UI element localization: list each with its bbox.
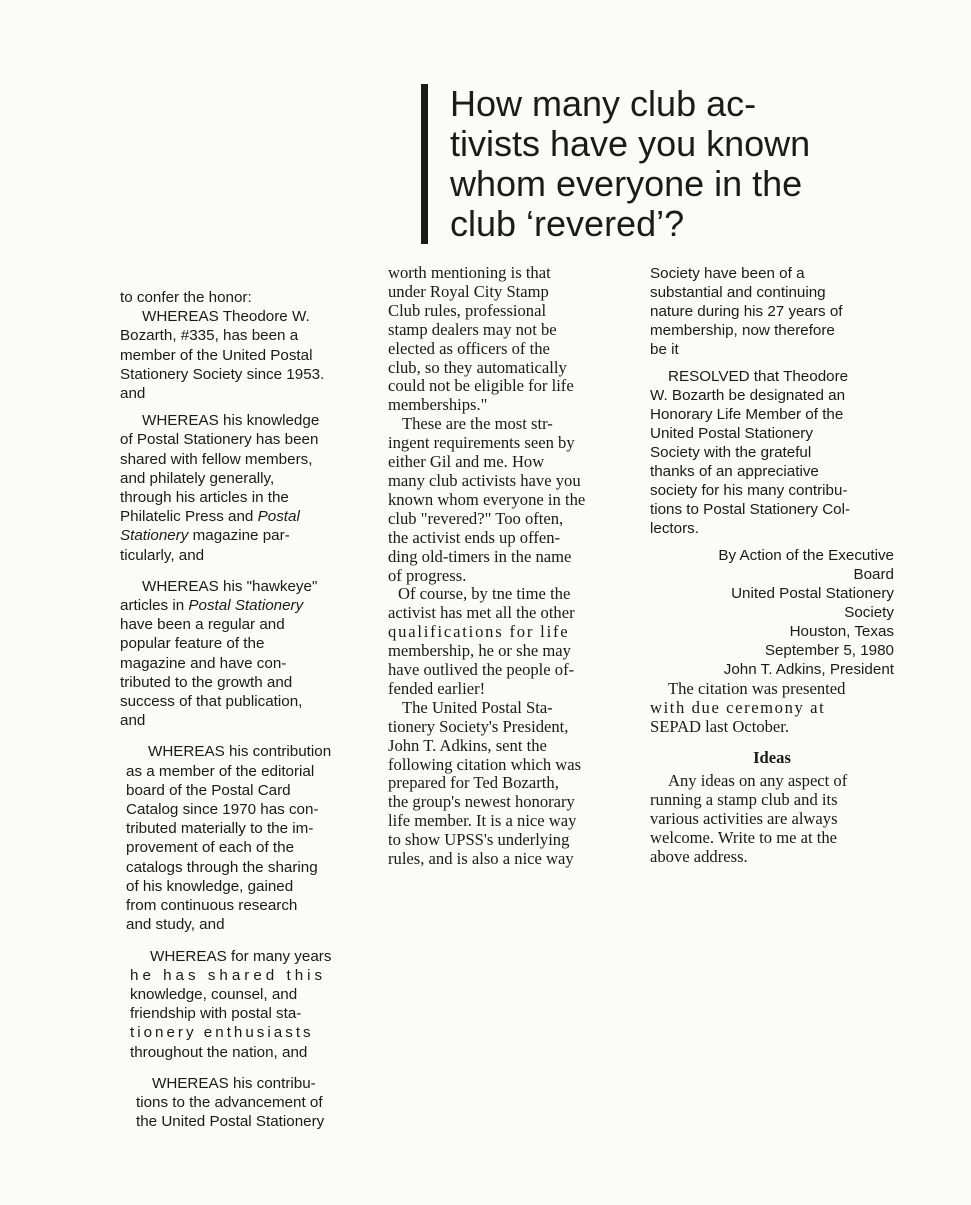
text-line: WHEREAS his "hawkeye": [142, 577, 318, 595]
text-line: elected as officers of the: [388, 338, 550, 358]
text-line: RESOLVED that Theodore: [668, 368, 849, 385]
text-line: either Gil and me. How: [388, 452, 545, 472]
text-line: memberships.": [388, 395, 488, 415]
text-line: running a stamp club and its: [650, 790, 838, 809]
text-line: Catalog since 1970 has con-: [126, 801, 319, 819]
text-line: catalogs through the sharing: [126, 858, 318, 876]
text-line: tributed to the growth and: [120, 673, 293, 691]
text-line: member of the United Postal: [120, 346, 313, 364]
text-line: United Postal Stationery: [650, 425, 813, 442]
text-line: ingent requirements seen by: [388, 433, 575, 453]
text-line: Bozarth, #335, has been a: [120, 327, 299, 345]
section-heading: Ideas: [753, 748, 791, 767]
text-line: and: [120, 385, 146, 403]
text-line: he has shared this: [130, 966, 327, 984]
text-line: Society have been of a: [650, 265, 805, 282]
text-line: the group's newest honorary: [388, 792, 575, 812]
text-line: club "revered?" Too often,: [388, 508, 564, 528]
signature-line: Board: [853, 566, 894, 583]
text-line: John T. Adkins, sent the: [388, 735, 547, 755]
text-line: known whom everyone in the: [388, 489, 586, 509]
text-line: of progress.: [388, 565, 467, 585]
text-line: above address.: [650, 847, 748, 866]
text-line: and: [120, 712, 146, 730]
text-line: WHEREAS Theodore W.: [142, 308, 310, 326]
resolved-paragraph: [650, 367, 894, 538]
whereas-paragraph: [120, 307, 380, 403]
text-line: rules, and is also a nice way: [388, 849, 574, 869]
signature-line: John T. Adkins, President: [723, 661, 894, 678]
text-line: Club rules, professional: [388, 300, 547, 320]
pull-quote-line: club ‘revered’?: [450, 203, 685, 244]
text-line: SEPAD last October.: [650, 717, 790, 736]
text-line: the United Postal Stationery: [136, 1113, 325, 1131]
body-paragraph: [388, 415, 632, 585]
text-line: of Postal Stationery has been: [120, 431, 319, 449]
text-line: be it: [650, 341, 679, 358]
text-line: have outlived the people of-: [388, 660, 575, 680]
text-line: membership, he or she may: [388, 641, 571, 661]
text-fragment: Philatelic Press and: [120, 508, 254, 526]
text-line: [120, 526, 380, 545]
body-paragraph: [650, 771, 894, 866]
text-line: tionery enthusiasts: [130, 1024, 314, 1042]
column-middle: [388, 264, 632, 869]
column-left: [120, 288, 380, 1131]
signature-line: Society: [844, 604, 894, 621]
text-line: knowledge, counsel, and: [130, 985, 298, 1003]
whereas-paragraph: [120, 742, 380, 934]
text-line: W. Bozarth be designated an: [650, 387, 846, 404]
text-line: life member. It is a nice way: [388, 811, 577, 831]
text-line: various activities are always: [650, 809, 838, 828]
text-fragment: articles in: [120, 597, 185, 615]
text-line: substantial and continuing: [650, 284, 826, 301]
text-line: The United Postal Sta-: [402, 697, 553, 717]
pull-quote-line: whom everyone in the: [450, 163, 803, 204]
text-line: ticularly, and: [120, 546, 205, 564]
text-line: WHEREAS his knowledge: [142, 412, 320, 430]
text-line: These are the most str-: [402, 414, 553, 434]
text-line: [120, 507, 380, 526]
pull-quote-line: tivists have you known: [450, 123, 811, 164]
column-right: [650, 264, 894, 866]
publication-title: Postal: [257, 508, 300, 526]
signature-line: By Action of the Executive: [718, 547, 894, 564]
signature-line: United Postal Stationery: [731, 585, 894, 602]
text-line: fended earlier!: [388, 678, 486, 698]
signature-line: September 5, 1980: [764, 642, 894, 659]
text-line: tionery Society's President,: [388, 716, 569, 736]
text-line: friendship with postal sta-: [130, 1005, 302, 1023]
publication-title: Postal Stationery: [188, 597, 304, 615]
text-line: could not be eligible for life: [388, 376, 574, 396]
text-line: tributed materially to the im-: [126, 820, 314, 838]
pull-quote-line: How many club ac-: [450, 83, 757, 124]
text-line: board of the Postal Card: [126, 781, 291, 799]
text-line: shared with fellow members,: [120, 450, 313, 468]
text-line: of his knowledge, gained: [126, 877, 294, 895]
text-line: stamp dealers may not be: [388, 319, 557, 339]
text-line: have been a regular and: [120, 616, 285, 634]
text-line: the activist ends up offen-: [388, 527, 561, 547]
text-line: to show UPSS's underlying: [388, 830, 570, 850]
text-line: from continuous research: [126, 897, 298, 915]
text-line: nature during his 27 years of: [650, 303, 843, 320]
text-line: ding old-timers in the name: [388, 546, 572, 566]
text-line: worth mentioning is that: [388, 263, 551, 282]
citation-paragraph: [650, 264, 894, 359]
text-line: activist has met all the other: [388, 603, 575, 623]
text-line: WHEREAS for many years: [150, 947, 332, 965]
pull-quote: [421, 84, 970, 244]
text-line: and study, and: [126, 916, 225, 934]
text-line: membership, now therefore: [650, 322, 835, 339]
text-line: throughout the nation, and: [130, 1043, 308, 1061]
text-line: tions to Postal Stationery Col-: [650, 501, 851, 518]
text-line: and philately generally,: [120, 469, 275, 487]
text-line: Of course, by tne time the: [398, 584, 571, 604]
body-paragraph: [388, 264, 632, 415]
text-line: welcome. Write to me at the: [650, 828, 838, 847]
text-line: following citation which was: [388, 754, 582, 774]
text-line: qualifications for life: [388, 622, 570, 642]
whereas-paragraph: [120, 577, 380, 731]
text-line: success of that publication,: [120, 693, 303, 711]
text-line: society for his many contribu-: [650, 482, 848, 499]
text-line: club, so they automatically: [388, 357, 567, 377]
body-paragraph: [388, 699, 632, 869]
text-line: Stationery Society since 1953.: [120, 365, 325, 383]
text-line: under Royal City Stamp: [388, 281, 549, 301]
text-line: Honorary Life Member of the: [650, 406, 844, 423]
text-line: Any ideas on any aspect of: [668, 771, 848, 790]
whereas-paragraph: [120, 1074, 380, 1132]
whereas-paragraph: [120, 411, 380, 565]
text-line: through his articles in the: [120, 489, 289, 507]
publication-title: Stationery: [120, 527, 189, 545]
text-line: many club activists have you: [388, 470, 581, 490]
body-paragraph: [388, 585, 632, 698]
text-line: as a member of the editorial: [126, 762, 315, 780]
text-line: Society with the grateful: [650, 444, 812, 461]
intro-line: to confer the honor:: [120, 289, 252, 306]
signature-block: [650, 546, 894, 679]
text-line: magazine and have con-: [120, 654, 287, 672]
signature-line: Houston, Texas: [789, 623, 894, 640]
text-line: thanks of an appreciative: [650, 463, 819, 480]
text-line: lectors.: [650, 520, 699, 537]
text-line: with due ceremony at: [650, 698, 826, 717]
text-line: The citation was presented: [668, 679, 846, 698]
body-paragraph: [650, 679, 894, 736]
text-line: prepared for Ted Bozarth,: [388, 773, 559, 793]
text-fragment: magazine par-: [192, 527, 290, 545]
text-line: [120, 596, 380, 615]
text-line: provement of each of the: [126, 839, 295, 857]
text-line: WHEREAS his contribu-: [152, 1074, 316, 1092]
text-line: tions to the advancement of: [136, 1093, 323, 1111]
whereas-paragraph: [120, 947, 380, 1062]
text-line: WHEREAS his contribution: [148, 743, 332, 761]
text-line: popular feature of the: [120, 635, 265, 653]
